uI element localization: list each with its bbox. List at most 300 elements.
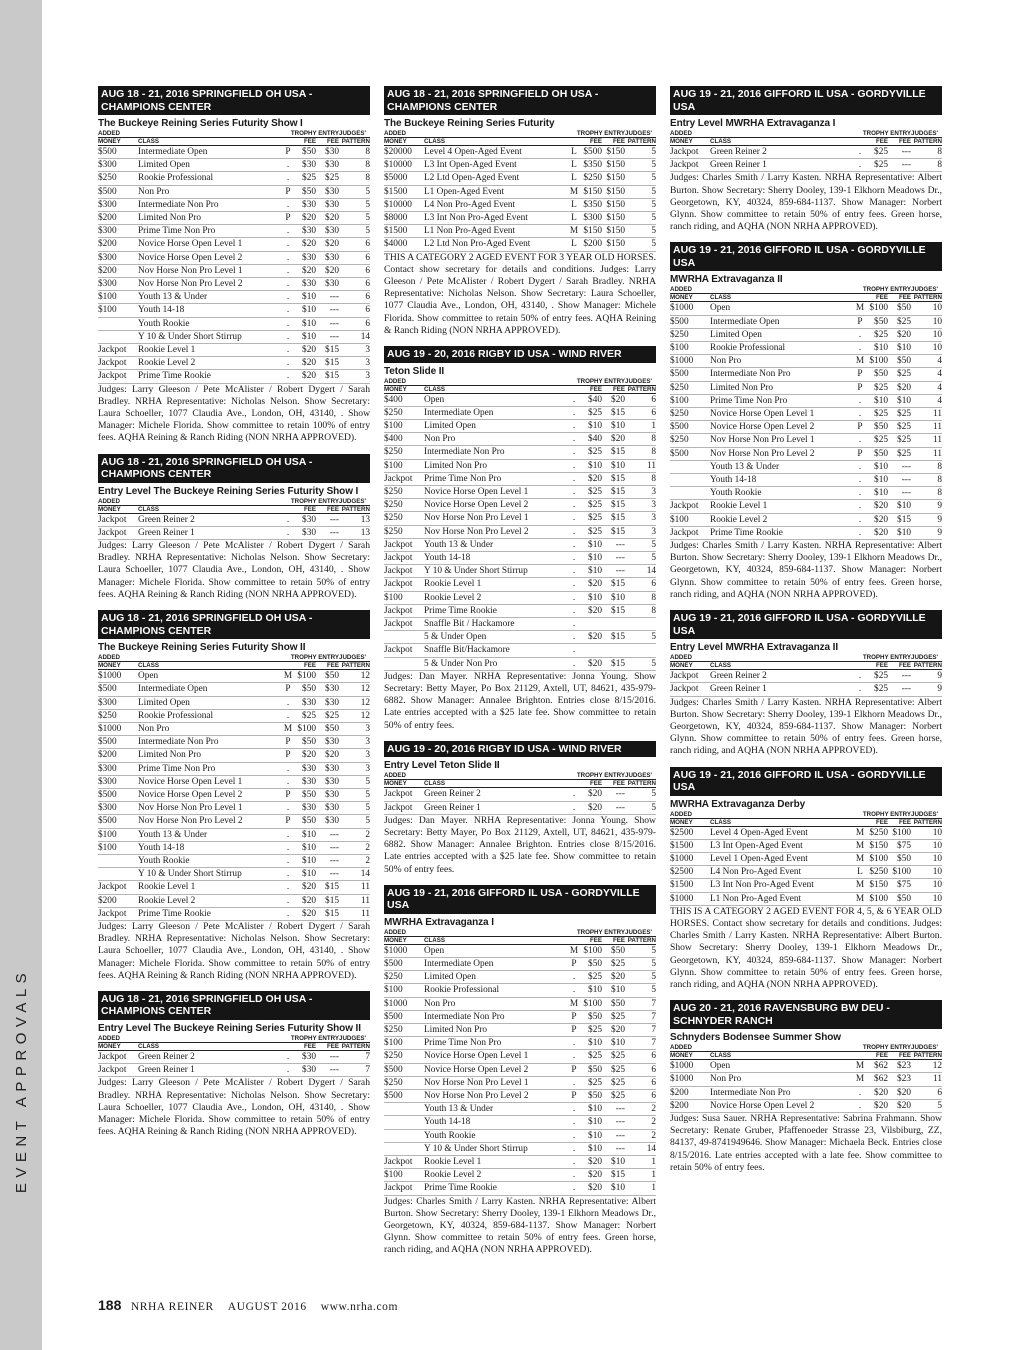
pattern-cell: 7	[651, 1024, 656, 1035]
judges-fee-cell: $20	[325, 213, 339, 224]
trophy-cell: .	[858, 501, 862, 512]
pattern-cell: 4	[937, 395, 942, 406]
entry-fee-cell: $50	[874, 422, 888, 433]
class-name-cell: Nov Horse Non Pro Level 1	[424, 513, 529, 524]
added-money-cell: $250	[670, 382, 689, 393]
class-name-cell: Novice Horse Open Level 2	[138, 789, 243, 800]
trophy-cell: P	[857, 369, 863, 380]
added-money-cell: $200	[98, 895, 117, 906]
col-money-header: MONEY	[670, 662, 693, 670]
show-name: Teton Slide II	[384, 365, 445, 377]
class-name-cell: Green Reiner 1	[138, 527, 195, 538]
event-details: Judges: Charles Smith / Larry Kasten. NRHA Representative: Albert Burton. Show Secretary: Sherry Dooley, 139-1 Elkhorn Meadows Dr., Georgetown, KY, 40324, 859-684-1137. Show Manager: Norbert Glynn. Show committee to retain 50% of entry fees. Green horse, ranch riding, and AQHA (NON NRHA APPROVED).	[670, 172, 942, 233]
table-row	[384, 1076, 656, 1089]
judges-fee-cell: ---	[329, 305, 339, 316]
trophy-cell: .	[286, 345, 290, 356]
judges-fee-cell: ---	[329, 842, 339, 853]
col-blank	[281, 138, 295, 146]
column-3	[670, 86, 942, 1183]
table-row	[384, 1116, 656, 1129]
col-money-header: MONEY	[384, 780, 407, 788]
added-money-cell: $400	[384, 394, 403, 405]
table-row	[384, 604, 656, 617]
table-row	[670, 394, 942, 407]
table-row	[98, 344, 370, 357]
class-name-cell: L4 Non Pro-Aged Event	[424, 199, 516, 210]
table-row	[98, 526, 370, 539]
class-name-cell: Rookie Professional	[424, 985, 500, 996]
col-pattern-header: PATTERN	[913, 138, 942, 145]
trophy-cell: .	[286, 855, 290, 866]
col-pattern-header: PATTERN	[341, 662, 370, 670]
pattern-cell: 4	[937, 356, 942, 367]
entry-fee-cell: $25	[302, 710, 316, 721]
col-judges-header: JUDGES'	[911, 654, 938, 662]
class-name-cell: Prime Time Non Pro	[138, 763, 216, 774]
added-money-cell: $250	[98, 710, 117, 721]
pattern-cell: 5	[651, 160, 656, 171]
class-name-cell: Prime Time Non Pro	[424, 1038, 502, 1049]
trophy-cell: P	[285, 789, 291, 800]
table-row	[98, 709, 370, 722]
pattern-cell: 5	[651, 789, 656, 800]
trophy-cell: L	[571, 147, 577, 157]
class-name-cell: Open	[138, 671, 159, 682]
judges-fee-cell: ---	[329, 829, 339, 840]
table-row	[384, 618, 656, 631]
table-row	[384, 1182, 656, 1195]
entry-fee-cell: $25	[874, 382, 888, 393]
event-listing	[670, 610, 942, 757]
trophy-cell: L	[571, 173, 577, 184]
pattern-cell: 3	[365, 345, 370, 356]
entry-fee-cell: $30	[302, 697, 316, 708]
trophy-cell: .	[286, 710, 290, 721]
trophy-cell: .	[858, 488, 862, 499]
judges-fee-cell: $25	[611, 1077, 625, 1088]
added-money-cell: $8000	[384, 213, 408, 224]
col-class-header: CLASS	[424, 936, 445, 944]
table-row	[384, 1063, 656, 1076]
added-money-cell: $200	[98, 213, 117, 224]
event-header: AUG 19 - 20, 2016 RIGBY ID USA - WIND RIVER	[384, 346, 656, 363]
judges-fee-cell: $10	[611, 985, 625, 996]
trophy-cell: .	[572, 486, 576, 497]
entry-fee-cell: $20	[302, 239, 316, 250]
judges-fee-cell: ---	[615, 1104, 625, 1115]
entry-fee-cell: $10	[302, 855, 316, 866]
trophy-cell: .	[286, 842, 290, 853]
judges-fee-cell: ---	[329, 1051, 339, 1062]
trophy-cell: M	[569, 998, 579, 1009]
judges-fee-cell: ---	[615, 1117, 625, 1128]
col-fee-header: FEE	[589, 780, 602, 788]
event-listing	[98, 86, 370, 445]
entry-fee-cell: $20	[874, 514, 888, 525]
trophy-cell: .	[572, 1130, 576, 1141]
col-blank	[710, 811, 853, 819]
table-row	[98, 238, 370, 251]
judges-fee-cell: $30	[325, 186, 339, 197]
judges-fee-cell: $10	[611, 460, 625, 471]
judges-fee-cell: $15	[611, 1170, 625, 1181]
entry-fee-cell: $25	[588, 1077, 602, 1088]
col-money-header: MONEY	[98, 138, 121, 145]
event-details: Judges: Larry Gleeson / Pete McAlister / Robert Dygert / Sarah Bradley. NRHA Representative: Nicholas Nelson. Show Secretary: Laura Schoeller, 1077 Claudia Ave., London, OH, 43140, . Show Manager: Michele Florida. Show committee to retain 50% of entry fees. AQHA Reining & Ranch Riding (NON NRHA APPROVED).	[98, 1077, 370, 1138]
judges-fee-cell: $25	[897, 316, 911, 327]
table-row	[98, 802, 370, 815]
trophy-cell: .	[572, 1077, 576, 1088]
website-link[interactable]: www.nrha.com	[320, 1301, 399, 1313]
judges-fee-cell	[602, 644, 625, 657]
event-header: AUG 18 - 21, 2016 SPRINGFIELD OH USA - CHAMPIONS CENTER	[98, 454, 370, 483]
added-money-cell: $250	[384, 1024, 403, 1035]
class-name-cell: L2 Ltd Open-Aged Event	[424, 173, 520, 184]
col-fee-header: FEE	[303, 1042, 316, 1050]
entry-fee-cell: $10	[874, 395, 888, 406]
class-name-cell: Non Pro	[138, 723, 170, 734]
entry-fee-cell: $25	[874, 409, 888, 420]
table-row	[98, 775, 370, 788]
entry-fee-cell: $25	[588, 1024, 602, 1035]
col-blank	[281, 505, 295, 513]
class-name-cell: Youth 13 & Under	[138, 829, 208, 840]
trophy-cell: .	[858, 671, 862, 682]
entry-fee-cell: $250	[583, 173, 602, 184]
added-money-cell: $250	[384, 972, 403, 983]
pattern-cell: 3	[365, 371, 370, 382]
judges-fee-cell: ---	[615, 1143, 625, 1154]
class-name-cell: Prime Time Rookie	[710, 527, 783, 538]
pattern-cell: 11	[933, 448, 942, 459]
class-name-cell: Nov Horse Non Pro Level 1	[424, 1077, 529, 1088]
event-details: Judges: Charles Smith / Larry Kasten. NRHA Representative: Albert Burton. Show Secretary: Sherry Dooley, 139-1 Elkhorn Meadows Dr., Georgetown, KY, 40324, 859-684-1137. Show Manager: Norbert Glynn. Show committee to retain 50% of entry fees. Green horse, ranch riding, and AQHA (NON NRHA APPROVED).	[670, 696, 942, 757]
judges-fee-cell: $15	[611, 500, 625, 511]
table-row	[670, 1099, 942, 1112]
entry-fee-cell: $10	[588, 592, 602, 603]
trophy-cell: .	[858, 395, 862, 406]
col-blank	[281, 1042, 295, 1050]
col-blank	[853, 818, 867, 826]
pattern-cell: 3	[365, 750, 370, 761]
pattern-cell: 10	[932, 880, 942, 891]
trophy-cell: .	[286, 371, 290, 382]
event-details: Judges: Larry Gleeson / Pete McAlister / Robert Dygert / Sarah Bradley. NRHA Representative: Nicholas Nelson. Show Secretary: Laura Schoeller, 1077 Claudia Ave., London, OH, 43140, . Show Manager: Michele Florida. Show committee to retain 50% of entry fees. AQHA Reining & Ranch Riding (NON NRHA APPROVED).	[98, 540, 370, 600]
judges-fee-cell: $100	[892, 827, 911, 838]
event-details: Judges: Larry Gleeson / Pete McAlister / Robert Dygert / Sarah Bradley. NRHA Representative: Nicholas Nelson. Show Secretary: Laura Schoeller, 1077 Claudia Ave., London, OH, 43140, . Show Manager: Michele Florida. Show committee to retain 50% of entry fees. AQHA Reining & Ranch Riding (NON NRHA APPROVED).	[98, 920, 370, 981]
col-blank	[710, 1044, 853, 1052]
class-name-cell: Non Pro	[138, 186, 170, 197]
judges-fee-cell: $25	[325, 173, 339, 184]
entry-fee-cell: $50	[588, 958, 602, 969]
pattern-cell: 5	[365, 213, 370, 224]
col-blank	[424, 130, 567, 138]
col-class-header: CLASS	[710, 138, 731, 145]
entry-fee-cell: $10	[302, 331, 316, 342]
col-money-header: MONEY	[670, 818, 693, 826]
pattern-cell: 5	[651, 147, 656, 157]
pattern-cell: 10	[932, 343, 942, 354]
trophy-cell: .	[572, 1170, 576, 1181]
col-fee-header: FEE	[612, 138, 625, 145]
trophy-cell: M	[855, 1074, 865, 1085]
trophy-cell: .	[572, 407, 576, 418]
table-row	[384, 631, 656, 644]
table-row	[384, 788, 656, 801]
table-row	[98, 330, 370, 343]
event-details: Judges: Dan Mayer. NRHA Representative: Jonna Young. Show Secretary: Betty Mayer, Po Box 21129, Axtell, UT, 84621, 435-979-6882. Show Manager: Annalee Brighton. Entries close 8/15/2016. Late entries accepted with a $25 late fee. Show committee to retain 50% of entry fees.	[384, 814, 656, 875]
trophy-cell: P	[285, 816, 291, 827]
class-name-cell: Youth 14-18	[710, 475, 757, 486]
entry-fee-cell: $50	[302, 737, 316, 748]
table-row	[98, 1064, 370, 1077]
class-name-cell: L1 Non Pro-Aged Event	[424, 226, 516, 237]
event-header: AUG 18 - 21, 2016 SPRINGFIELD OH USA - CHAMPIONS CENTER	[384, 86, 656, 115]
event-header: AUG 19 - 21, 2016 GIFFORD IL USA - GORDYVILLE USA	[670, 86, 942, 115]
pattern-cell: 7	[651, 1038, 656, 1049]
judges-fee-cell: $20	[897, 1100, 911, 1111]
class-name-cell: Rookie Level 2	[710, 514, 768, 525]
added-money-cell	[384, 657, 424, 670]
col-fee-header: FEE	[898, 1052, 911, 1060]
show-name: The Buckeye Reining Series Futurity Show I	[98, 118, 303, 129]
entry-fee-cell: $50	[588, 1011, 602, 1022]
pattern-cell: 5	[651, 985, 656, 996]
pattern-cell: 12	[932, 1061, 942, 1072]
col-blank	[138, 1035, 281, 1043]
col-blank	[853, 1052, 867, 1060]
class-name-cell: Novice Horse Open Level 2	[710, 1100, 815, 1111]
trophy-cell: .	[286, 527, 290, 538]
table-row	[98, 172, 370, 185]
entry-fee-cell: $30	[302, 226, 316, 237]
col-trophy-header: TROPHY ENTRY	[290, 1034, 339, 1042]
table-row	[98, 736, 370, 749]
trophy-cell: .	[572, 500, 576, 511]
entry-fee-cell: $100	[869, 853, 888, 864]
added-money-cell: $2500	[670, 827, 694, 838]
added-money-cell: $500	[670, 422, 689, 433]
table-row	[384, 393, 656, 406]
added-money-cell: Jackpot	[98, 1051, 127, 1062]
entry-fee-cell: $20	[588, 632, 602, 643]
class-name-cell: Novice Horse Open Level 1	[710, 409, 815, 420]
entry-fee-cell: $30	[302, 252, 316, 263]
pattern-cell: 5	[365, 776, 370, 787]
pattern-cell: 5	[651, 972, 656, 983]
trophy-cell: P	[285, 186, 291, 197]
trophy-cell: .	[286, 829, 290, 840]
table-row	[384, 971, 656, 984]
class-name-cell: Rookie Level 1	[710, 501, 768, 512]
table-row	[98, 894, 370, 907]
entry-fee-cell: $10	[588, 460, 602, 471]
col-class-header: CLASS	[710, 294, 731, 302]
judges-fee-cell: $30	[325, 684, 339, 695]
added-money-cell: Jackpot	[384, 566, 413, 577]
class-name-cell: Youth 14-18	[138, 842, 185, 853]
judges-fee-cell: $15	[611, 579, 625, 590]
added-money-cell: $250	[384, 500, 403, 511]
table-row	[98, 670, 370, 683]
table-row	[98, 264, 370, 277]
class-name-cell: Open	[710, 1061, 731, 1072]
entry-fee-cell: $50	[302, 789, 316, 800]
judges-fee-cell: $15	[325, 371, 339, 382]
entry-fee-cell: $150	[869, 840, 888, 851]
table-row	[670, 342, 942, 355]
class-name-cell: L2 Ltd Non Pro-Aged Event	[424, 239, 531, 250]
trophy-cell: .	[286, 1065, 290, 1076]
trophy-cell: .	[572, 539, 576, 550]
class-name-cell: Youth Rookie	[424, 1130, 476, 1141]
table-row	[98, 357, 370, 370]
trophy-cell: .	[858, 475, 862, 486]
event-listing	[384, 741, 656, 876]
class-name-cell: Nov Horse Non Pro Level 1	[138, 803, 243, 814]
pattern-cell: 10	[932, 827, 942, 838]
trophy-cell: .	[858, 409, 862, 420]
added-money-cell: $500	[384, 1090, 403, 1101]
trophy-cell: .	[858, 1100, 862, 1111]
pattern-cell: 8	[937, 160, 942, 171]
trophy-cell: M	[283, 671, 293, 682]
trophy-cell: P	[571, 1024, 577, 1035]
event-details: Judges: Dan Mayer. NRHA Representative: Jonna Young. Show Secretary: Betty Mayer, Po Box 21129, Axtell, UT, 84621, 435-979-6882. Show Manager: Annalee Brighton. Entries close 8/15/2016. Late entries accepted with a $25 late fee. Show committee to retain 50% of entry fees.	[384, 670, 656, 731]
class-table	[670, 811, 942, 906]
added-money-cell: $300	[98, 279, 117, 290]
pattern-cell: 5	[651, 945, 656, 956]
trophy-cell: .	[858, 461, 862, 472]
table-row	[384, 225, 656, 238]
pattern-cell: 2	[365, 855, 370, 866]
trophy-cell: .	[858, 329, 862, 340]
trophy-cell: P	[571, 1090, 577, 1101]
entry-fee-cell: $25	[588, 513, 602, 524]
col-pattern-header: PATTERN	[627, 780, 656, 788]
col-trophy-header: TROPHY ENTRY	[862, 810, 911, 818]
class-table	[670, 1044, 942, 1113]
class-name-cell: Open	[424, 945, 445, 956]
table-row	[384, 644, 656, 657]
class-table	[670, 654, 942, 696]
trophy-cell: .	[858, 1087, 862, 1098]
table-row	[670, 526, 942, 539]
judges-fee-cell: $20	[611, 394, 625, 405]
trophy-cell: P	[285, 737, 291, 748]
pattern-cell: 6	[365, 279, 370, 290]
pattern-cell: 5	[651, 173, 656, 184]
judges-fee-cell: $15	[325, 882, 339, 893]
pattern-cell: 10	[932, 853, 942, 864]
pattern-cell: 5	[651, 213, 656, 224]
event-listing	[670, 242, 942, 601]
pattern-cell: 6	[365, 252, 370, 263]
entry-fee-cell: $40	[588, 434, 602, 445]
col-blank	[138, 654, 281, 662]
show-name: Entry Level MWRHA Extravaganza II	[670, 642, 839, 654]
col-money-header: MONEY	[384, 385, 407, 393]
added-money-cell: $100	[98, 829, 117, 840]
added-money-cell: $100	[384, 420, 403, 431]
entry-fee-cell: $100	[297, 671, 316, 682]
col-blank	[424, 772, 567, 780]
col-added-header: ADDED	[98, 654, 121, 662]
entry-fee-cell: $10	[302, 842, 316, 853]
page-footer	[98, 1297, 398, 1313]
entry-fee-cell: $10	[588, 1130, 602, 1141]
pattern-cell: 12	[360, 697, 370, 708]
col-fee-header: FEE	[326, 662, 339, 670]
added-money-cell: $100	[670, 395, 689, 406]
col-fee-header: FEE	[875, 138, 888, 145]
col-fee-header: FEE	[326, 138, 339, 145]
entry-fee-cell: $30	[302, 776, 316, 787]
trophy-cell: .	[572, 473, 576, 484]
pattern-cell: 5	[365, 816, 370, 827]
pattern-cell: 2	[365, 842, 370, 853]
trophy-cell: P	[285, 750, 291, 761]
entry-fee-cell: $10	[588, 552, 602, 563]
table-row	[384, 512, 656, 525]
entry-fee-cell: $30	[302, 763, 316, 774]
trophy-cell: P	[285, 147, 291, 157]
col-judges-header: JUDGES'	[625, 928, 652, 936]
col-fee-header: FEE	[898, 818, 911, 826]
pattern-cell: 6	[365, 265, 370, 276]
pattern-cell: 2	[651, 1104, 656, 1115]
event-details: Judges: Larry Gleeson / Pete McAlister / Robert Dygert / Sarah Bradley. NRHA Representative: Nicholas Nelson. Show Secretary: Laura Schoeller, 1077 Claudia Ave., London, OH, 43140, . Show Manager: Michele Florida. Show committee to retain 100% of entry fees. AQHA Reining & Ranch Riding (NON NRHA APPROVED).	[98, 383, 370, 444]
class-name-cell: Limited Open	[424, 972, 476, 983]
table-row	[384, 984, 656, 997]
added-money-cell: $500	[384, 958, 403, 969]
added-money-cell: $100	[384, 1038, 403, 1049]
trophy-cell: P	[285, 213, 291, 224]
table-row	[98, 788, 370, 801]
pattern-cell: 8	[365, 147, 370, 157]
entry-fee-cell: $20	[302, 908, 316, 919]
col-judges-header: JUDGES'	[911, 286, 938, 294]
pattern-cell: 6	[651, 1077, 656, 1088]
class-name-cell: Intermediate Non Pro	[424, 1011, 505, 1022]
judges-fee-cell: $30	[325, 147, 339, 157]
pattern-cell: 10	[932, 840, 942, 851]
entry-fee-cell: $50	[302, 816, 316, 827]
entry-fee-cell: $25	[588, 500, 602, 511]
col-pattern-header: PATTERN	[913, 662, 942, 670]
table-row	[98, 278, 370, 291]
entry-fee-cell: $62	[874, 1061, 888, 1072]
table-row	[670, 381, 942, 394]
judges-fee-cell: $20	[325, 750, 339, 761]
entry-fee-cell: $30	[302, 803, 316, 814]
pattern-cell: 5	[651, 199, 656, 210]
table-row	[384, 957, 656, 970]
event-header: AUG 18 - 21, 2016 SPRINGFIELD OH USA - CHAMPIONS CENTER	[98, 610, 370, 639]
event-listing	[98, 454, 370, 601]
pattern-cell: 8	[651, 447, 656, 458]
entry-fee-cell: $350	[583, 199, 602, 210]
pattern-cell: 11	[361, 895, 370, 906]
col-trophy-header: TROPHY ENTRY	[290, 130, 339, 137]
pattern-cell: 4	[937, 382, 942, 393]
class-name-cell: Rookie Level 1	[138, 882, 196, 893]
pattern-cell	[625, 644, 656, 657]
table-row	[384, 485, 656, 498]
entry-fee-cell: $20	[588, 1183, 602, 1194]
entry-fee-cell: $30	[302, 527, 316, 538]
pattern-cell: 5	[365, 803, 370, 814]
